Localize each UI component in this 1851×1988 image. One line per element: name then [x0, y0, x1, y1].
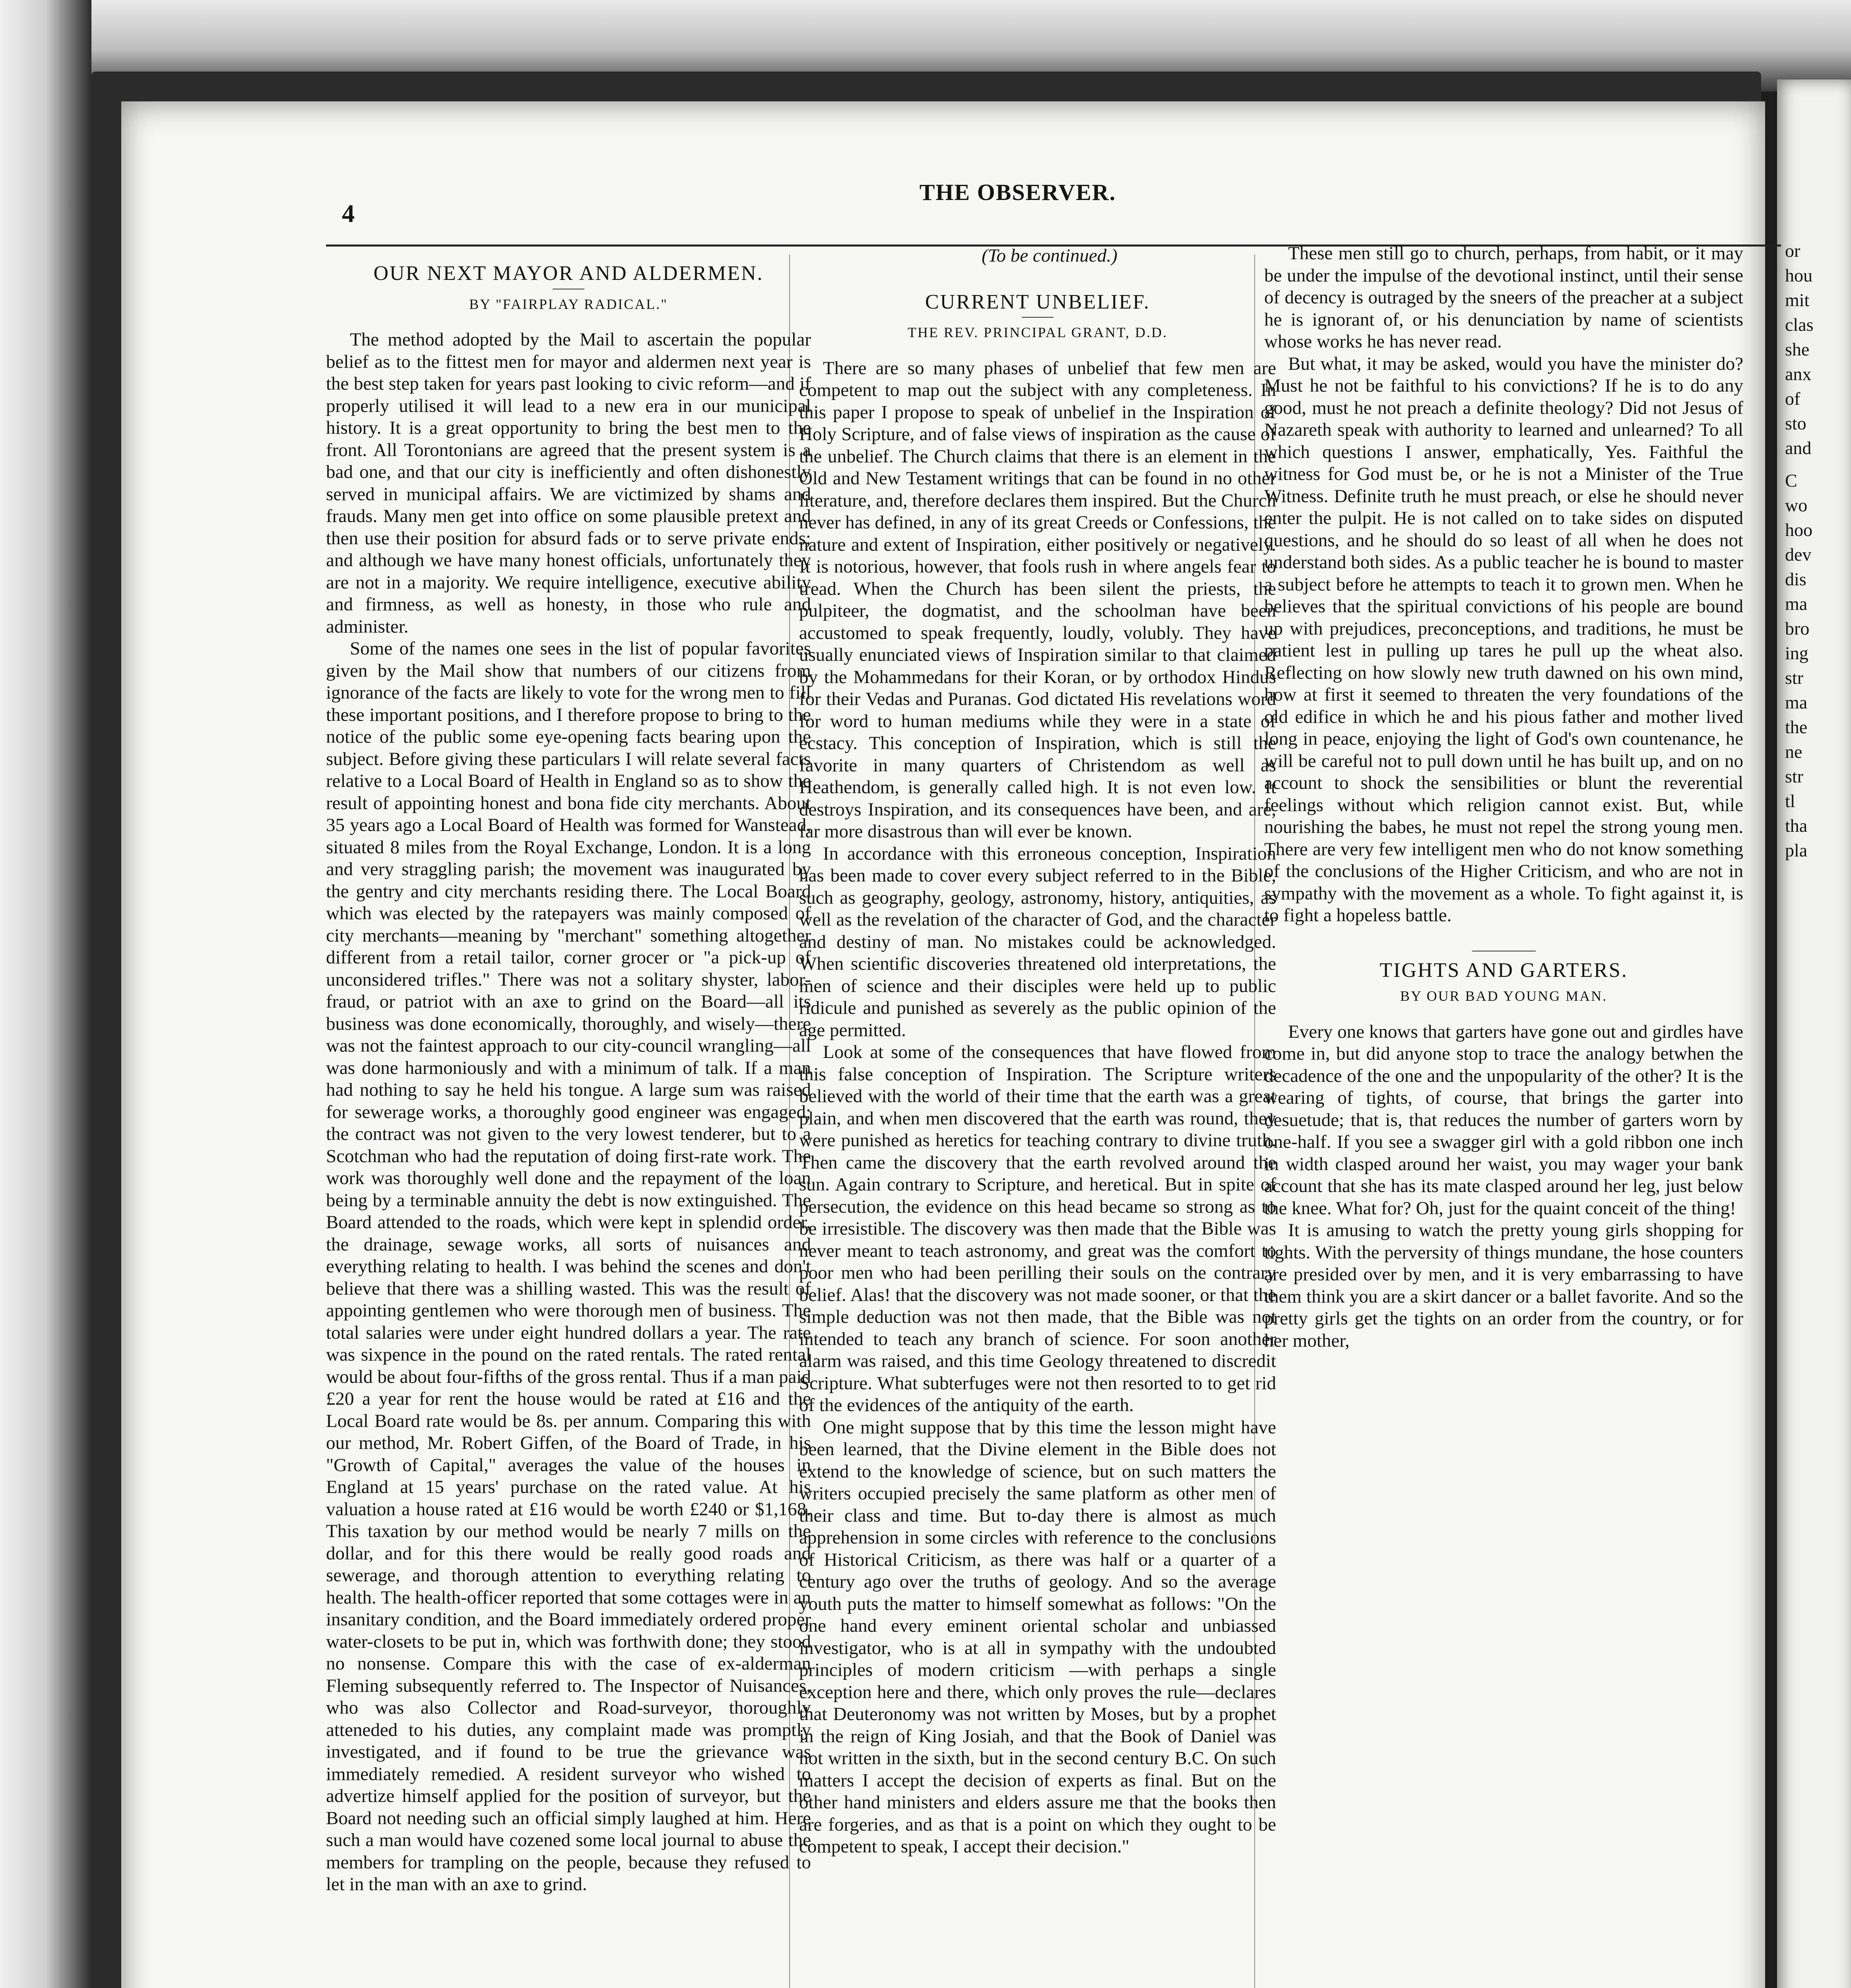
column-3 [1264, 243, 1743, 1988]
adjacent-page-fragment: str [1785, 668, 1803, 688]
article-byline-mayor: BY "FAIRPLAY RADICAL." [469, 296, 668, 312]
headline-rule [1022, 317, 1054, 318]
scan-border-left [0, 0, 91, 1988]
adjacent-page-fragment: tl [1785, 791, 1795, 811]
article-byline-tights: BY OUR BAD YOUNG MAN. [1400, 988, 1608, 1004]
adjacent-page-fragment: str [1785, 766, 1803, 786]
adjacent-page-fragment: or [1785, 241, 1801, 261]
adjacent-page-text [1777, 239, 1851, 863]
adjacent-page-fragment: sto [1785, 413, 1806, 433]
adjacent-page-fragment: ma [1785, 594, 1808, 614]
adjacent-page-fragment: she [1785, 339, 1810, 359]
adjacent-page-fragment: pla [1785, 840, 1808, 860]
adjacent-page-fragment: of [1785, 388, 1801, 409]
article-headline-mayor: OUR NEXT MAYOR AND ALDERMEN. [373, 262, 764, 285]
article-paragraph: Every one knows that garters have gone out and girdles have come in, but did anyone stop to trace the analogy betwhen the decadence of the one and the unpopularity of the other? It is the wearing of tights, of course, that brings the garter into desuetude; that is, that reduces the number of garters worn by one-half. If you see a swagger girl with a gold ribbon one inch in width clasped around her waist, you may wager your bank account that she has its mate clasped around her leg, just below the knee. What for? Oh, just for the quaint conceit of the thing! [1264, 1021, 1743, 1219]
article-paragraph: In accordance with this erroneous conception, Inspiration has been made to cover every subject referred to in the Bible, such as geography, geology, astronomy, history, antiquities, as well as the revelation of the character of God, and the character and destiny of man. No mistakes could be acknowledged. When scientific discoveries threatened old interpretations, the men of science and their disciples were held up to public ridicule and punished as severely as the public opinion of the age permitted. [799, 843, 1276, 1041]
article-paragraph: Some of the names one sees in the list of popular favorites given by the Mail show that numbers of our citizens from ignorance of the facts are likely to vote for the wrong men to fill these important positions, and I therefore propose to bring to the notice of the public some eye-opening facts bearing upon the subject. Before giving these particulars I will relate several facts relative to a Local Board of Health in England so as to show the result of appointing honest and bona fide city merchants. About 35 years ago a Local Board of Health was formed for Wanstead, situated 8 miles from the Royal Exchange, London. It is a long and very straggling parish; the movement was inaugurated by the gentry and city merchants residing there. The Local Board which was elected by the ratepayers was mainly composed of city merchants—meaning by "merchant" something altogether different from a retail tailor, corner grocer or "a pick-up of unconsidered trifles." There was not a solitary shyster, labor-fraud, or patriot with an axe to grind on the Board—all its business was done economically, thoroughly, and wisely—there was not the faintest approach to our city-council wrangling—all was done harmoniously and with a minimum of talk. If a man had nothing to say he held his tongue. A large sum was raised for sewerage works, a thoroughly good engineer was engaged; the contract was not given to the very lowest tenderer, but to a Scotchman who had the reputation of doing first-rate work. The work was thoroughly well done and the repayment of the loan being by a terminable annuity the debt is now extinguished. The Board attended to the roads, which were kept in splendid order, the drainage, sewage works, all sorts of nuisances and everything relating to health. I was behind the scenes and don't believe that there was a shilling wasted. This was the result of appointing gentlemen who were thorough men of business. The total salaries were under eight hundred dollars a year. The rate was sixpence in the pound on the rated rentals. The rated rental would be about four-fifths of the gross rental. Thus if a man paid £20 a year for rent the house would be rated at £16 and the Local Board rate would be 8s. per annum. Comparing this with our method, Mr. Robert Giffen, of the Board of Trade, in his "Growth of Capital," averages the value of the houses in England at 15 years' purchase on the rated value. At his valuation a house rated at £16 would be worth £240 or $1,168. This taxation by our method would be nearly 7 mills on the dollar, and for this there would be really good roads and sewerage, and thorough attention to everything relating to health. The health-officer reported that some cottages were in an insanitary condition, and the Board immediately ordered proper water-closets to be put in, which was forthwith done; they stood no nonsense. Compare this with the case of ex-alderman Fleming subsequently referred to. The Inspector of Nuisances, who was also Collector and Road-surveyor, thoroughly atteneded to his duties, any complaint made was promptly investigated, and if found to be true the grievance was immediately remedied. A resident surveyor who wished to advertize himself applied for the position of surveyor, but the Board not needing such an official simply laughed at him. Here such a man would have cozened some local journal to abuse the members for trampling on the people, because they refused to let in the man with an axe to grind. [326, 638, 811, 1895]
article-paragraph: Look at some of the consequences that have flowed from this false conception of Inspiration. The Scripture writers believed with the world of their time that the earth was a great plain, and when men discovered that the earth was round, they were punished as heretics for teaching contrary to divine truth. Then came the discovery that the earth revolved around the sun. Again contrary to Scripture, and heretical. But in spite of persecution, the evidence on this head became so strong as to be irresistible. The discovery was then made that the Bible was never meant to teach astronomy, and great was the comfort to poor men who had been perilling their souls on the contrary belief. Alas! that the discovery was not made sooner, or that the simple deduction was not then made, that the Bible was not intended to teach any branch of science. For soon another alarm was raised, and this time Geology threatened to discredit Scripture. What subterfuges were not then resorted to to get rid of the evidences of the antiquity of the earth. [799, 1042, 1276, 1415]
adjacent-page-fragment: dev [1785, 544, 1812, 565]
adjacent-page-fragment: dis [1785, 569, 1806, 589]
article-headline-tights: TIGHTS AND GARTERS. [1380, 959, 1628, 982]
adjacent-page-fragment: hoo [1785, 520, 1812, 540]
continued-note: (To be continued.) [982, 245, 1118, 266]
adjacent-page-fragment: hou [1785, 265, 1812, 285]
adjacent-page-fragment: ne [1785, 742, 1802, 762]
column-2 [799, 243, 1276, 1988]
adjacent-page-fragment: C [1785, 470, 1797, 491]
article-byline-unbelief: THE REV. PRINCIPAL GRANT, D.D. [907, 324, 1168, 340]
adjacent-page-fragment: mit [1785, 290, 1810, 310]
adjacent-page-fragment: ma [1785, 692, 1808, 712]
page-number: 4 [342, 199, 355, 227]
adjacent-page-edge [1777, 80, 1851, 1988]
article-paragraph: These men still go to church, perhaps, from habit, or it may be under the impulse of the devotional instinct, until their sense of decency is outraged by the sneers of the preacher at a subject he is ignorant of, or his denunciation by name of scientists whose works he has never read. [1264, 243, 1743, 352]
column-1 [326, 254, 811, 1988]
adjacent-page-fragment: anx [1785, 364, 1812, 384]
adjacent-page-fragment: the [1785, 717, 1808, 737]
adjacent-page-fragment: ing [1785, 643, 1808, 663]
article-paragraph: The method adopted by the Mail to ascertain the popular belief as to the fittest men for mayor and aldermen next year is the best step taken for years past looking to civic reform—and if properly utilised it will lead to a new era in our municipal history. It is a great opportunity to bring the best men to the front. All Torontonians are agreed that the present system is a bad one, and that our city is inefficiently and often dishonestly served in municipal affairs. We are victimized by shams and frauds. Many men get into office on some plausible pretext and then use their position for absurd fads or to serve private ends; and although we have many honest officials, unfortunately they are not in a majority. We require intelligence, executive ability and firmness, as well as honesty, in those who rule and administer. [326, 329, 811, 637]
article-headline-unbelief: CURRENT UNBELIEF. [925, 290, 1150, 313]
newspaper-title: THE OBSERVER. [919, 179, 1116, 205]
article-paragraph: It is amusing to watch the pretty young girls shopping for tights. With the perversity of things mundane, the hose counters are presided over by men, and it is very embarrassing to have them think you are a skirt dancer or a ballet favorite. And so the pretty girls get the tights on an order from the country, or for her mother, [1264, 1220, 1743, 1351]
article-paragraph: There are so many phases of unbelief that few men are competent to map out the subject with any completeness. In this paper I propose to speak of unbelief in the Inspiration of Holy Scripture, and of false views of inspiration as the cause of the unbelief. The Church claims that there is an element in the Old and New Testament writings that can be found in no other literature, and, therefore declares them inspired. But the Church never has defined, in any of its great Creeds or Confessions, the nature and extent of Inspiration, either positively or negatively. It is notorious, however, that fools rush in where angels fear to tread. When the Church has been silent the priests, the pulpiteer, the dogmatist, and the schoolman have been accustomed to speak frequently, loudly, volubly. They have usually enunciated views of Inspiration similar to that claimed by the Mohammedans for their Koran, or by orthodox Hindus for their Vedas and Puranas. God dictated His revelations word for word to human mediums while they were in a state of ecstacy. This conception of Inspiration, which is still the favorite in many quarters of Christendom as well as Heathendom, is generally called high. It is not even low. It destroys Inspiration, and its consequences have been, and are, far more disastrous than will ever be known. [799, 357, 1276, 842]
adjacent-page-fragment: tha [1785, 815, 1808, 836]
article-paragraph: But what, it may be asked, would you have the minister do? Must he not be faithful to his convictions? If he is to do any good, must he not preach a definite theology? Did not Jesus of Nazareth speak with authority to learned and unlearned? To all which questions I answer, emphatically, Yes. Faithful the witness for God must be, or he is not a Minister of the True Witness. Definite truth he must preach, or else he should never enter the pulpit. He is not called on to take sides on disputed questions, and he should do so least of all when he does not understand both sides. As a public teacher he is bound to master a subject before he attempts to teach it to grown men. When he believes that the spiritual convictions of his people are bound up with prejudices, preconceptions, and traditions, he must be patient lest in pulling up tares he pull up the wheat also. Reflecting on how slowly new truth dawned on his own mind, how at first it seemed to threaten the very foundations of the old edifice in which he and his pious father and mother lived long in peace, enjoying the light of God's own countenance, he will be careful not to pull down until he has built up, and on no account to shock the sensibilities or blunt the reverential feelings without which religion cannot exist. But, while nourishing the babes, he must not repel the strong young men. There are very few intelligent men who do not know something of the conclusions of the Higher Criticism, and who are not in sympathy with the movement as a whole. To fight against it, is to fight a hopeless battle. [1264, 353, 1743, 926]
adjacent-page-fragment: clas [1785, 315, 1814, 335]
adjacent-page-fragment: wo [1785, 495, 1808, 515]
adjacent-page-fragment: bro [1785, 618, 1810, 639]
article-paragraph: One might suppose that by this time the lesson might have been learned, that the Divine element in the Bible does not extend to the knowledge of science, but on such matters the writers occupied precisely the same platform as other men of their class and time. But to-day there is almost as much apprehension in some circles with reference to the conclusions of Historical Criticism, as there was half or a quarter of a century ago over the truths of geology. And so the average youth puts the matter to himself somewhat as follows: "On the one hand every eminent oriental scholar and unbiassed investigator, who is at all in sympathy with the undoubted principles of modern criticism —with perhaps a single exception here and there, which only proves the rule—declares that Deuteronomy was not written by Moses, but by a prophet in the reign of King Josiah, and that the Book of Daniel was not written in the sixth, but in the second century B.C. On such matters I accept the decision of experts as final. But on the other hand ministers and elders assure me that the books then are forgeries, and as that is a point on which they ought to be competent to speak, I accept their decision." [799, 1417, 1276, 1857]
adjacent-page-fragment: and [1785, 438, 1812, 458]
